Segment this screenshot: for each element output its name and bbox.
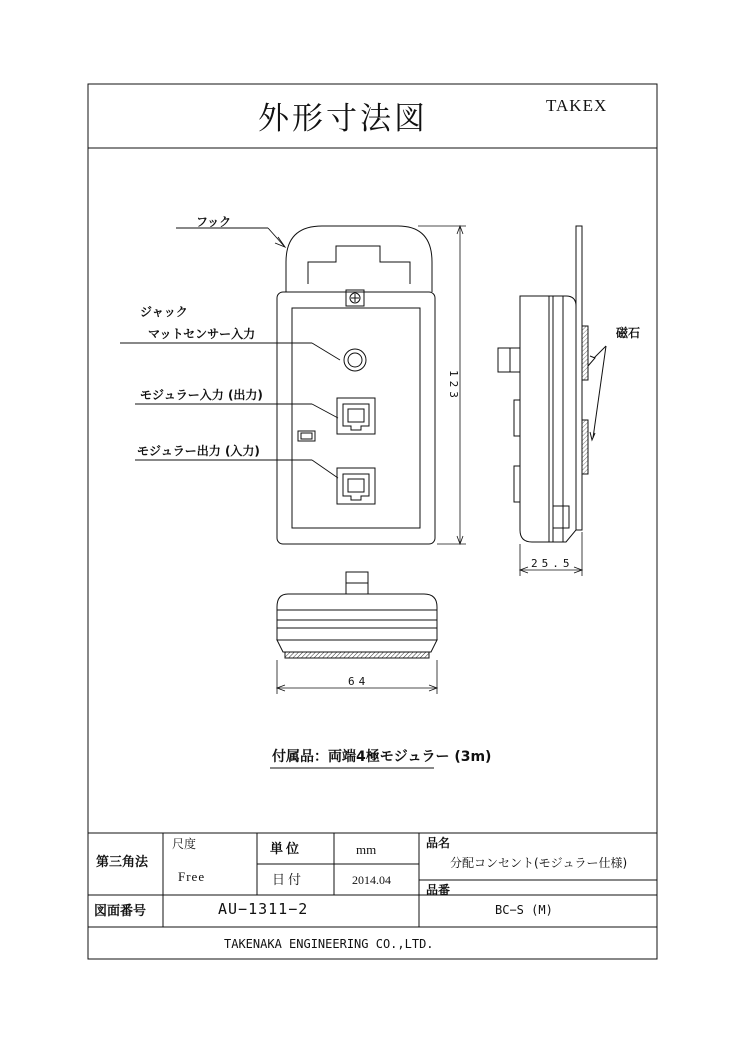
front-view — [277, 226, 435, 544]
side-view — [498, 226, 606, 542]
drawing-number-label: 図面番号 — [94, 904, 147, 919]
product-number-value: BC−S (M) — [495, 903, 553, 917]
scale-label: 尺度 — [172, 837, 197, 851]
date-value: 2014.04 — [352, 873, 391, 887]
bottom-view — [277, 572, 437, 658]
brand-logo-text: TAKEX — [546, 96, 608, 115]
label-jack: ジャック — [140, 305, 188, 319]
label-modular-out-in: モジュラー出力 (入力) — [137, 444, 260, 458]
product-number-label: 品番 — [426, 883, 451, 897]
drawing-number-value: AU−1311−2 — [218, 900, 309, 918]
accessory-note: 付属品：両端4極モジュラー (3m) — [272, 749, 492, 765]
label-mat-sensor-input: マットセンサー入力 — [148, 327, 256, 341]
unit-value: mm — [356, 842, 377, 857]
dimension-height: 123 — [447, 370, 460, 402]
dimension-width: 64 — [348, 675, 370, 688]
company-name: TAKENAKA ENGINEERING CO.,LTD. — [224, 937, 434, 951]
product-name-value: 分配コンセント(モジュラー仕様) — [450, 856, 628, 870]
label-hook: フック — [196, 215, 232, 229]
product-name-label: 品名 — [426, 836, 451, 850]
date-label: 日付 — [272, 873, 305, 888]
drawing-title: 外形寸法図 — [258, 101, 428, 137]
projection-method: 第三角法 — [96, 855, 149, 870]
label-magnet: 磁石 — [616, 326, 641, 340]
label-modular-in-out: モジュラー入力 (出力) — [140, 388, 263, 402]
unit-label: 単位 — [270, 842, 303, 857]
dimension-depth: 25.5 — [531, 557, 574, 570]
scale-value: Free — [178, 869, 206, 884]
